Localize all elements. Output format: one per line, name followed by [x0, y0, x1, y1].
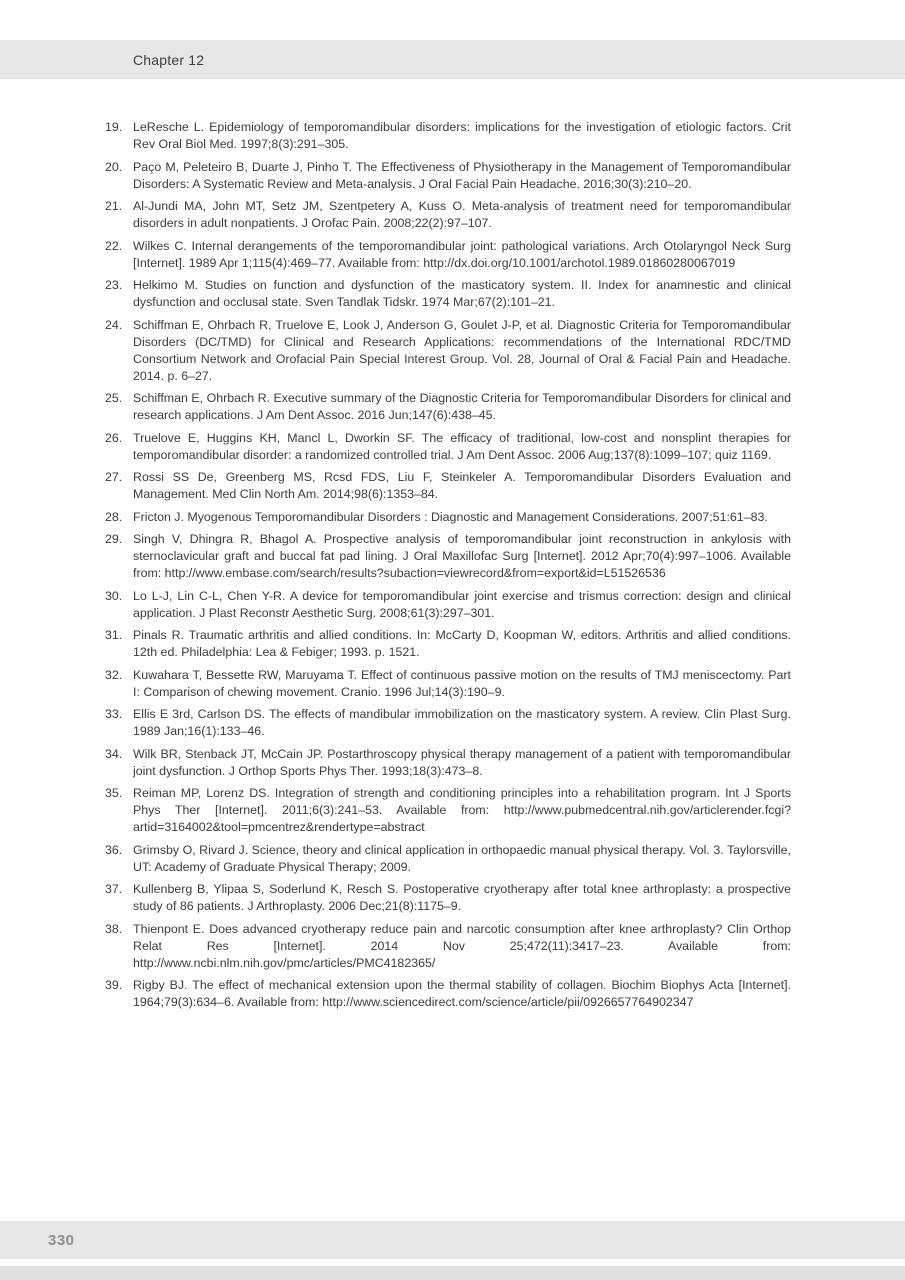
reference-item — [105, 842, 791, 876]
reference-number: 25. — [105, 391, 123, 405]
reference-item — [105, 881, 791, 915]
reference-item — [105, 390, 791, 424]
reference-item — [105, 430, 791, 464]
reference-text: Pinals R. Traumatic arthritis and allied conditions. In: McCarty D, Koopman W, editors. Arthritis and allied conditions. 12th ed. Philadelphia: Lea & Febiger; 1993. p. 1521. — [133, 628, 791, 659]
reference-text: Kullenberg B, Ylipaa S, Soderlund K, Resch S. Postoperative cryotherapy after total knee arthroplasty: a prospective study of 86 patients. J Arthroplasty. 2006 Dec;21(8):1175–9. — [133, 882, 791, 913]
reference-number: 20. — [105, 159, 123, 174]
reference-text: LeResche L. Epidemiology of temporomandibular disorders: implications for the investigation of etiologic factors. Crit Rev Oral Biol Med. 1997;8(3):291–305. — [133, 120, 791, 151]
reference-text: Ellis E 3rd, Carlson DS. The effects of mandibular immobilization on the masticatory system. A review. Clin Plast Surg. 1989 Jan;16(1):133–46. — [133, 707, 791, 738]
reference-text: Lo L-J, Lin C-L, Chen Y-R. A device for temporomandibular joint exercise and trismus correction: design and clinical application. J Plast Reconstr Aesthetic Surg. 2008;61(3):297–301. — [133, 588, 791, 620]
reference-text: Reiman MP, Lorenz DS. Integration of strength and conditioning principles into a rehabilitation program. Int J Sports Phys Ther [Internet]. 2011;6(3):241–53. Available from: http://www.pubmedcentral.nih.gov/articlerender.fcgi?artid=3164002&tool=pmcentrez&rendertype=abstract — [133, 786, 791, 834]
reference-item — [105, 627, 791, 661]
reference-number: 23. — [105, 278, 123, 292]
reference-number: 31. — [105, 628, 123, 642]
page-number: 330 — [48, 1231, 75, 1249]
reference-item — [105, 469, 791, 503]
reference-number: 32. — [105, 667, 123, 682]
reference-number: 21. — [105, 199, 123, 213]
footer-band — [0, 1221, 905, 1259]
reference-number: 37. — [105, 882, 123, 896]
reference-number: 19. — [105, 120, 123, 134]
reference-text: Kuwahara T, Bessette RW, Maruyama T. Effect of continuous passive motion on the results of TMJ meniscectomy. Part I: Comparison of chewing movement. Cranio. 1996 Jul;14(3):190–9. — [133, 667, 791, 699]
reference-number: 22. — [105, 238, 123, 253]
reference-text: Wilk BR, Stenback JT, McCain JP. Postarthroscopy physical therapy management of a patient with temporomandibular joint dysfunction. J Orthop Sports Phys Ther. 1993;18(3):473–8. — [133, 746, 791, 778]
reference-item — [105, 746, 791, 780]
reference-number: 26. — [105, 430, 123, 445]
reference-item — [105, 706, 791, 740]
reference-item — [105, 119, 791, 153]
reference-item — [105, 785, 791, 836]
reference-number: 33. — [105, 707, 123, 721]
reference-number: 24. — [105, 317, 123, 332]
reference-text: Helkimo M. Studies on function and dysfunction of the masticatory system. II. Index for anamnestic and clinical dysfunction and occlusal state. Sven Tandlak Tidskr. 1974 Mar;67(2):101–21. — [133, 278, 791, 309]
reference-item — [105, 238, 791, 272]
reference-item — [105, 977, 791, 1011]
reference-item — [105, 588, 791, 622]
reference-text: Truelove E, Huggins KH, Mancl L, Dworkin SF. The efficacy of traditional, low-cost and nonsplint therapies for temporomandibular disorder: a randomized controlled trial. J Am Dent Assoc. 2006 Aug;137(8):1099–107; quiz 1169. — [133, 430, 791, 462]
reference-item — [105, 317, 791, 385]
reference-text: Paço M, Peleteiro B, Duarte J, Pinho T. The Effectiveness of Physiotherapy in the Management of Temporomandibular Disorders: A Systematic Review and Meta-analysis. J Oral Facial Pain Headache. 2016;30(3):210–20. — [133, 159, 791, 191]
reference-number: 29. — [105, 532, 123, 546]
reference-item — [105, 509, 791, 526]
reference-text: Fricton J. Myogenous Temporomandibular Disorders : Diagnostic and Management Considerations. 2007;51:61–83. — [133, 509, 768, 524]
reference-text: Rigby BJ. The effect of mechanical extension upon the thermal stability of collagen. Biochim Biophys Acta [Internet]. 1964;79(3):634–6. Available from: http://www.sciencedirect.com/science/article/pii/0926657764902347 — [133, 978, 791, 1009]
reference-text: Schiffman E, Ohrbach R. Executive summary of the Diagnostic Criteria for Temporomandibular Disorders for clinical and research applications. J Am Dent Assoc. 2016 Jun;147(6):438–45. — [133, 391, 791, 422]
reference-number: 34. — [105, 746, 123, 761]
reference-number: 27. — [105, 470, 123, 484]
reference-item — [105, 921, 791, 972]
reference-text: Wilkes C. Internal derangements of the temporomandibular joint: pathological variations. Arch Otolaryngol Neck Surg [Internet]. 1989 Apr 1;115(4):469–77. Available from: http://dx.doi.org/10.1001/archotol.1989.01860280067019 — [133, 238, 791, 270]
reference-number: 35. — [105, 786, 123, 800]
reference-text: Schiffman E, Ohrbach R, Truelove E, Look J, Anderson G, Goulet J-P, et al. Diagnostic Criteria for Temporomandibular Disorders (DC/TMD) for Clinical and Research Applications: recommendations of the International RDC/TMD Consortium Network and Orofacial Pain Special Interest Group. Vol. 28, Journal of Oral & Facial Pain and Headache. 2014. p. 6–27. — [133, 317, 791, 383]
reference-item — [105, 159, 791, 193]
reference-item — [105, 198, 791, 232]
reference-number: 39. — [105, 978, 123, 992]
reference-number: 38. — [105, 921, 123, 936]
chapter-label: Chapter 12 — [133, 51, 205, 68]
reference-text: Al-Jundi MA, John MT, Setz JM, Szentpetery A, Kuss O. Meta-analysis of treatment need for temporomandibular disorders in adult nonpatients. J Orofac Pain. 2008;22(2):97–107. — [133, 199, 791, 230]
reference-item — [105, 277, 791, 311]
reference-item — [105, 531, 791, 582]
reference-number: 30. — [105, 588, 123, 603]
reference-number: 28. — [105, 509, 123, 524]
reference-text: Rossi SS De, Greenberg MS, Rcsd FDS, Liu F, Steinkeler A. Temporomandibular Disorders Evaluation and Management. Med Clin North Am. 2014;98(6):1353–84. — [133, 470, 791, 501]
bottom-edge-strip — [0, 1266, 905, 1280]
reference-number: 36. — [105, 842, 123, 857]
reference-text: Grimsby O, Rivard J. Science, theory and clinical application in orthopaedic manual physical therapy. Vol. 3. Taylorsville, UT: Academy of Graduate Physical Therapy; 2009. — [133, 842, 791, 874]
reference-text: Singh V, Dhingra R, Bhagol A. Prospective analysis of temporomandibular joint reconstruction in ankylosis with sternoclavicular graft and buccal fat pad lining. J Oral Maxillofac Surg [Internet]. 2012 Apr;70(4):997–1006. Available from: http://www.embase.com/search/results?subaction=viewrecord&from=export&id=L51526536 — [133, 532, 791, 580]
chapter-header-band — [0, 40, 905, 79]
reference-text: Thienpont E. Does advanced cryotherapy reduce pain and narcotic consumption after knee arthroplasty? Clin Orthop Relat Res [Internet]. 2014 Nov 25;472(11):3417–23. Available from: http://www.ncbi.nlm.nih.gov/pmc/articles/PMC4182365/ — [133, 921, 791, 970]
reference-item — [105, 667, 791, 701]
references-list — [105, 119, 791, 1017]
